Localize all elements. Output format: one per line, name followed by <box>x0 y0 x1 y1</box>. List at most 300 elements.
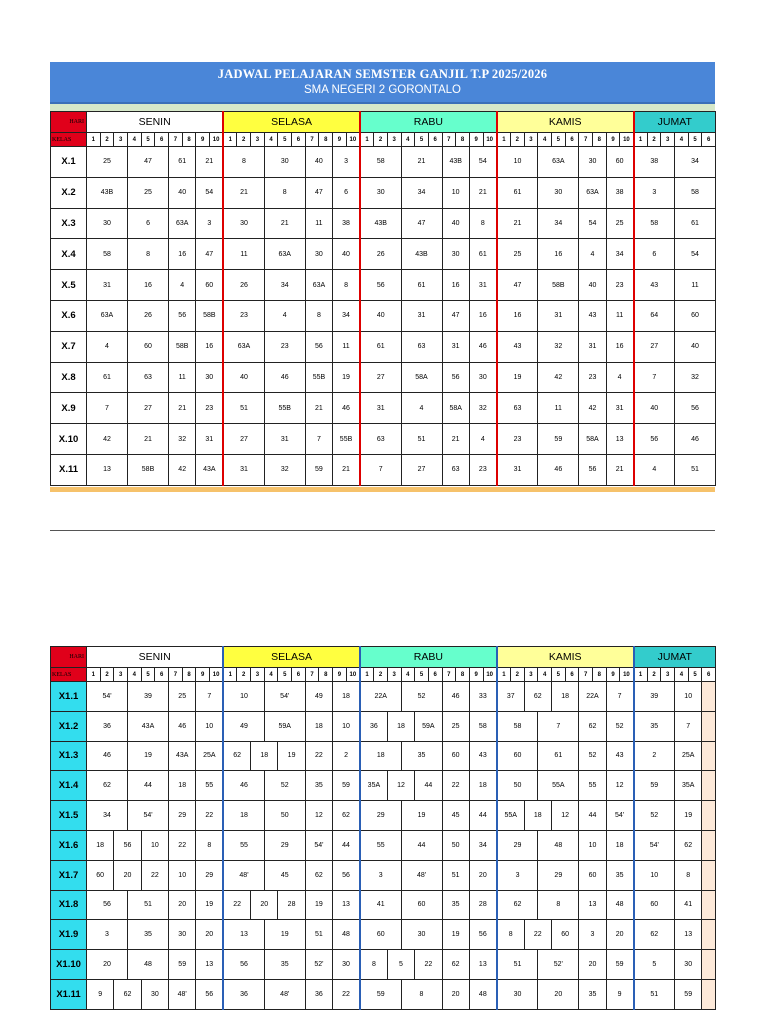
period-number: 4 <box>401 668 415 682</box>
period-number: 4 <box>538 133 552 147</box>
lesson-cell: 35 <box>128 920 169 950</box>
lesson-cell: 62 <box>87 771 128 801</box>
lesson-cell: 62 <box>442 950 469 980</box>
lesson-cell: 62 <box>223 741 250 771</box>
lesson-cell: 54' <box>128 801 169 831</box>
lesson-cell: 27 <box>634 331 675 362</box>
schedule-sheet-2 <box>50 646 715 1010</box>
period-number: 7 <box>305 668 319 682</box>
lesson-cell: 62 <box>524 682 551 712</box>
class-row <box>51 393 716 424</box>
lesson-cell: 55A <box>538 771 579 801</box>
lesson-cell: 10 <box>675 682 702 712</box>
lesson-cell: 58 <box>634 208 675 239</box>
class-label: X.3 <box>51 208 87 239</box>
lesson-cell: 62 <box>634 920 675 950</box>
class-row <box>51 362 716 393</box>
lesson-cell: 11 <box>675 270 716 301</box>
lesson-cell: 18 <box>87 830 114 860</box>
lesson-cell: 31 <box>606 393 633 424</box>
period-number: 10 <box>483 668 497 682</box>
period-number: 6 <box>155 133 169 147</box>
period-number: 6 <box>702 133 716 147</box>
lesson-cell: 7 <box>675 711 702 741</box>
period-number: 9 <box>333 133 347 147</box>
title-band <box>50 62 715 104</box>
lesson-cell: 47 <box>196 239 223 270</box>
lesson-cell: 51 <box>675 454 716 485</box>
period-number: 3 <box>524 133 538 147</box>
lesson-cell: 46 <box>87 741 128 771</box>
schedule-sheet-1 <box>50 62 715 492</box>
lesson-cell: 3 <box>87 920 128 950</box>
empty-cell <box>702 771 716 801</box>
period-number: 3 <box>524 668 538 682</box>
lesson-cell: 31 <box>401 300 442 331</box>
lesson-cell: 51 <box>634 979 675 1009</box>
lesson-cell: 9 <box>87 979 114 1009</box>
lesson-cell: 55 <box>196 771 223 801</box>
lesson-cell: 4 <box>469 424 496 455</box>
lesson-cell: 2 <box>333 741 360 771</box>
lesson-cell: 19 <box>128 741 169 771</box>
lesson-cell: 7 <box>606 682 633 712</box>
lesson-cell: 18 <box>387 711 414 741</box>
period-number: 6 <box>292 133 306 147</box>
lesson-cell: 18 <box>305 711 332 741</box>
class-label: X.5 <box>51 270 87 301</box>
lesson-cell: 18 <box>169 771 196 801</box>
lesson-cell: 44 <box>128 771 169 801</box>
lesson-cell: 42 <box>538 362 579 393</box>
class-label: X1.9 <box>51 920 87 950</box>
lesson-cell: 55B <box>264 393 305 424</box>
lesson-cell: 61 <box>675 208 716 239</box>
lesson-cell: 44 <box>333 830 360 860</box>
lesson-cell: 35A <box>360 771 387 801</box>
period-number: 6 <box>292 668 306 682</box>
lesson-cell: 54' <box>606 801 633 831</box>
lesson-cell: 21 <box>333 454 360 485</box>
class-row <box>51 890 716 920</box>
lesson-cell: 31 <box>469 270 496 301</box>
lesson-cell: 30 <box>538 177 579 208</box>
lesson-cell: 58B <box>128 454 169 485</box>
class-row <box>51 860 716 890</box>
period-number: 3 <box>251 668 265 682</box>
lesson-cell: 30 <box>497 979 538 1009</box>
lesson-cell: 13 <box>579 890 606 920</box>
lesson-cell: 46 <box>442 682 469 712</box>
lesson-cell: 61 <box>469 239 496 270</box>
lesson-cell: 21 <box>497 208 538 239</box>
lesson-cell: 35 <box>579 979 606 1009</box>
class-row <box>51 920 716 950</box>
lesson-cell: 41 <box>360 890 401 920</box>
lesson-cell: 63 <box>497 393 538 424</box>
empty-cell <box>702 920 716 950</box>
lesson-cell: 31 <box>579 331 606 362</box>
period-number: 8 <box>593 133 607 147</box>
lesson-cell: 29 <box>360 801 401 831</box>
lesson-cell: 59 <box>360 979 401 1009</box>
lesson-cell: 55B <box>333 424 360 455</box>
lesson-cell: 30 <box>223 208 264 239</box>
lesson-cell: 63A <box>264 239 305 270</box>
class-label: X1.2 <box>51 711 87 741</box>
empty-cell <box>702 979 716 1009</box>
lesson-cell: 32 <box>264 454 305 485</box>
lesson-cell: 62 <box>675 830 702 860</box>
lesson-cell: 42 <box>169 454 196 485</box>
lesson-cell: 18 <box>251 741 278 771</box>
schedule-table <box>50 111 716 486</box>
lesson-cell: 60 <box>606 147 633 178</box>
lesson-cell: 30 <box>169 920 196 950</box>
lesson-cell: 59A <box>415 711 442 741</box>
lesson-cell: 26 <box>360 239 401 270</box>
lesson-cell: 59A <box>264 711 305 741</box>
lesson-cell: 52 <box>401 682 442 712</box>
lesson-cell: 55 <box>579 771 606 801</box>
period-number: 1 <box>634 668 648 682</box>
lesson-cell: 25A <box>196 741 223 771</box>
day-header-selasa: SELASA <box>223 112 360 133</box>
lesson-cell: 30 <box>360 177 401 208</box>
lesson-cell: 28 <box>278 890 305 920</box>
lesson-cell: 60 <box>87 860 114 890</box>
lesson-cell: 7 <box>538 711 579 741</box>
lesson-cell: 48 <box>606 890 633 920</box>
period-number: 10 <box>483 133 497 147</box>
lesson-cell: 56 <box>469 920 496 950</box>
lesson-cell: 48' <box>264 979 305 1009</box>
kelas-label: KELAS <box>51 133 87 147</box>
class-row <box>51 801 716 831</box>
class-row <box>51 771 716 801</box>
period-number: 9 <box>333 668 347 682</box>
lesson-cell: 35 <box>634 711 675 741</box>
lesson-cell: 4 <box>264 300 305 331</box>
lesson-cell: 56 <box>305 331 332 362</box>
lesson-cell: 36 <box>360 711 387 741</box>
lesson-cell: 22A <box>360 682 401 712</box>
lesson-cell: 61 <box>360 331 401 362</box>
period-number: 4 <box>264 668 278 682</box>
lesson-cell: 44 <box>415 771 442 801</box>
lesson-cell: 12 <box>606 771 633 801</box>
lesson-cell: 4 <box>634 454 675 485</box>
empty-cell <box>702 950 716 980</box>
lesson-cell: 23 <box>196 393 223 424</box>
lesson-cell: 38 <box>606 177 633 208</box>
lesson-cell: 44 <box>579 801 606 831</box>
lesson-cell: 5 <box>634 950 675 980</box>
lesson-cell: 58A <box>401 362 442 393</box>
class-row <box>51 711 716 741</box>
lesson-cell: 26 <box>223 270 264 301</box>
period-number: 8 <box>319 133 333 147</box>
class-row <box>51 454 716 485</box>
lesson-cell: 58A <box>442 393 469 424</box>
lesson-cell: 13 <box>606 424 633 455</box>
lesson-cell: 60 <box>196 270 223 301</box>
day-header-senin: SENIN <box>87 647 224 668</box>
lesson-cell: 18 <box>333 682 360 712</box>
lesson-cell: 61 <box>87 362 128 393</box>
period-number: 7 <box>442 133 456 147</box>
lesson-cell: 46 <box>333 393 360 424</box>
period-number: 9 <box>469 133 483 147</box>
lesson-cell: 6 <box>634 239 675 270</box>
lesson-cell: 32 <box>538 331 579 362</box>
lesson-cell: 18 <box>360 741 401 771</box>
lesson-cell: 63 <box>128 362 169 393</box>
lesson-cell: 55B <box>305 362 332 393</box>
class-label: X.11 <box>51 454 87 485</box>
class-label: X.9 <box>51 393 87 424</box>
lesson-cell: 23 <box>579 362 606 393</box>
lesson-cell: 59 <box>333 771 360 801</box>
period-number: 5 <box>551 133 565 147</box>
lesson-cell: 26 <box>128 300 169 331</box>
lesson-cell: 52' <box>538 950 579 980</box>
period-number: 2 <box>374 668 388 682</box>
lesson-cell: 21 <box>442 424 469 455</box>
lesson-cell: 27 <box>401 454 442 485</box>
lesson-cell: 25 <box>497 239 538 270</box>
lesson-cell: 43B <box>87 177 128 208</box>
lesson-cell: 40 <box>223 362 264 393</box>
lesson-cell: 48' <box>401 860 442 890</box>
lesson-cell: 11 <box>223 239 264 270</box>
lesson-cell: 46 <box>264 362 305 393</box>
lesson-cell: 64 <box>634 300 675 331</box>
lesson-cell: 38 <box>634 147 675 178</box>
lesson-cell: 34 <box>538 208 579 239</box>
lesson-cell: 43 <box>634 270 675 301</box>
lesson-cell: 28 <box>469 890 496 920</box>
lesson-cell: 22 <box>524 920 551 950</box>
lesson-cell: 43B <box>442 147 469 178</box>
lesson-cell: 35 <box>264 950 305 980</box>
lesson-cell: 23 <box>606 270 633 301</box>
lesson-cell: 23 <box>223 300 264 331</box>
lesson-cell: 10 <box>333 711 360 741</box>
lesson-cell: 21 <box>305 393 332 424</box>
day-header-jumat: JUMAT <box>634 647 716 668</box>
period-number: 10 <box>210 668 224 682</box>
lesson-cell: 29 <box>196 860 223 890</box>
lesson-cell: 34 <box>264 270 305 301</box>
class-row <box>51 239 716 270</box>
lesson-cell: 8 <box>223 147 264 178</box>
lesson-cell: 48' <box>169 979 196 1009</box>
lesson-cell: 13 <box>223 920 264 950</box>
period-number: 4 <box>401 133 415 147</box>
period-number: 2 <box>237 668 251 682</box>
lesson-cell: 59 <box>634 771 675 801</box>
lesson-cell: 22 <box>442 771 469 801</box>
lesson-cell: 51 <box>442 860 469 890</box>
period-number: 7 <box>442 668 456 682</box>
period-number: 9 <box>606 668 620 682</box>
period-number: 10 <box>620 133 634 147</box>
footer-band <box>50 487 715 492</box>
lesson-cell: 11 <box>538 393 579 424</box>
lesson-cell: 8 <box>469 208 496 239</box>
lesson-cell: 29 <box>538 860 579 890</box>
lesson-cell: 29 <box>169 801 196 831</box>
lesson-cell: 34 <box>401 177 442 208</box>
class-row <box>51 147 716 178</box>
schedule-table <box>50 646 716 1010</box>
lesson-cell: 31 <box>442 331 469 362</box>
lesson-cell: 61 <box>401 270 442 301</box>
lesson-cell: 20 <box>251 890 278 920</box>
lesson-cell: 22 <box>223 890 250 920</box>
day-header-selasa: SELASA <box>223 647 360 668</box>
lesson-cell: 34 <box>469 830 496 860</box>
lesson-cell: 51 <box>128 890 169 920</box>
empty-cell <box>702 741 716 771</box>
lesson-cell: 13 <box>469 950 496 980</box>
lesson-cell: 16 <box>497 300 538 331</box>
lesson-cell: 56 <box>114 830 141 860</box>
lesson-cell: 63A <box>538 147 579 178</box>
lesson-cell: 18 <box>606 830 633 860</box>
lesson-cell: 61 <box>538 741 579 771</box>
class-label: X.1 <box>51 147 87 178</box>
lesson-cell: 19 <box>401 801 442 831</box>
period-number: 6 <box>428 668 442 682</box>
lesson-cell: 4 <box>579 239 606 270</box>
lesson-cell: 50 <box>264 801 305 831</box>
class-label: X1.3 <box>51 741 87 771</box>
lesson-cell: 40 <box>675 331 716 362</box>
lesson-cell: 42 <box>87 424 128 455</box>
period-number: 6 <box>565 133 579 147</box>
lesson-cell: 31 <box>497 454 538 485</box>
lesson-cell: 62 <box>497 890 538 920</box>
lesson-cell: 13 <box>87 454 128 485</box>
lesson-cell: 8 <box>196 830 223 860</box>
lesson-cell: 20 <box>606 920 633 950</box>
lesson-cell: 60 <box>551 920 578 950</box>
lesson-cell: 31 <box>360 393 401 424</box>
lesson-cell: 35 <box>606 860 633 890</box>
lesson-cell: 10 <box>442 177 469 208</box>
lesson-cell: 51 <box>305 920 332 950</box>
period-number: 5 <box>551 668 565 682</box>
lesson-cell: 39 <box>128 682 169 712</box>
lesson-cell: 51 <box>497 950 538 980</box>
lesson-cell: 50 <box>442 830 469 860</box>
lesson-cell: 20 <box>538 979 579 1009</box>
lesson-cell: 19 <box>278 741 305 771</box>
lesson-cell: 40 <box>634 393 675 424</box>
lesson-cell: 22 <box>333 979 360 1009</box>
lesson-cell: 47 <box>128 147 169 178</box>
lesson-cell: 25 <box>169 682 196 712</box>
lesson-cell: 44 <box>401 830 442 860</box>
lesson-cell: 8 <box>128 239 169 270</box>
lesson-cell: 43A <box>196 454 223 485</box>
lesson-cell: 21 <box>169 393 196 424</box>
period-number: 4 <box>675 133 689 147</box>
lesson-cell: 30 <box>442 239 469 270</box>
period-number: 8 <box>593 668 607 682</box>
lesson-cell: 63A <box>169 208 196 239</box>
lesson-cell: 45 <box>442 801 469 831</box>
lesson-cell: 63A <box>87 300 128 331</box>
period-number: 7 <box>579 668 593 682</box>
lesson-cell: 16 <box>606 331 633 362</box>
period-number: 2 <box>237 133 251 147</box>
lesson-cell: 22 <box>196 801 223 831</box>
lesson-cell: 42 <box>579 393 606 424</box>
lesson-cell: 8 <box>333 270 360 301</box>
class-label: X.7 <box>51 331 87 362</box>
class-label: X1.10 <box>51 950 87 980</box>
lesson-cell: 21 <box>128 424 169 455</box>
lesson-cell: 22A <box>579 682 606 712</box>
lesson-cell: 3 <box>579 920 606 950</box>
schedule-title: JADWAL PELAJARAN SEMSTER GANJIL T.P 2025/2026 <box>217 67 548 81</box>
lesson-cell: 59 <box>305 454 332 485</box>
period-number: 4 <box>128 668 142 682</box>
lesson-cell: 61 <box>169 147 196 178</box>
lesson-cell: 20 <box>469 860 496 890</box>
lesson-cell: 19 <box>675 801 702 831</box>
lesson-cell: 30 <box>141 979 168 1009</box>
period-number: 2 <box>374 133 388 147</box>
lesson-cell: 25 <box>87 147 128 178</box>
lesson-cell: 10 <box>223 682 264 712</box>
lesson-cell: 3 <box>333 147 360 178</box>
lesson-cell: 18 <box>524 801 551 831</box>
lesson-cell: 7 <box>196 682 223 712</box>
period-number: 9 <box>196 133 210 147</box>
period-number: 8 <box>456 133 470 147</box>
period-number: 9 <box>469 668 483 682</box>
class-label: X1.4 <box>51 771 87 801</box>
period-number: 3 <box>387 133 401 147</box>
period-number: 1 <box>497 133 511 147</box>
lesson-cell: 36 <box>87 711 128 741</box>
lesson-cell: 7 <box>87 393 128 424</box>
period-number: 10 <box>210 133 224 147</box>
lesson-cell: 55 <box>223 830 264 860</box>
lesson-cell: 3 <box>634 177 675 208</box>
lesson-cell: 47 <box>497 270 538 301</box>
lesson-cell: 43 <box>579 300 606 331</box>
lesson-cell: 58 <box>87 239 128 270</box>
lesson-cell: 12 <box>387 771 414 801</box>
period-number: 5 <box>278 668 292 682</box>
lesson-cell: 62 <box>579 711 606 741</box>
period-number: 3 <box>114 668 128 682</box>
empty-cell <box>702 682 716 712</box>
lesson-cell: 16 <box>442 270 469 301</box>
lesson-cell: 12 <box>305 801 332 831</box>
period-number: 1 <box>634 133 648 147</box>
lesson-cell: 10 <box>497 147 538 178</box>
lesson-cell: 43 <box>469 741 496 771</box>
lesson-cell: 20 <box>169 890 196 920</box>
class-label: X.4 <box>51 239 87 270</box>
lesson-cell: 13 <box>333 890 360 920</box>
